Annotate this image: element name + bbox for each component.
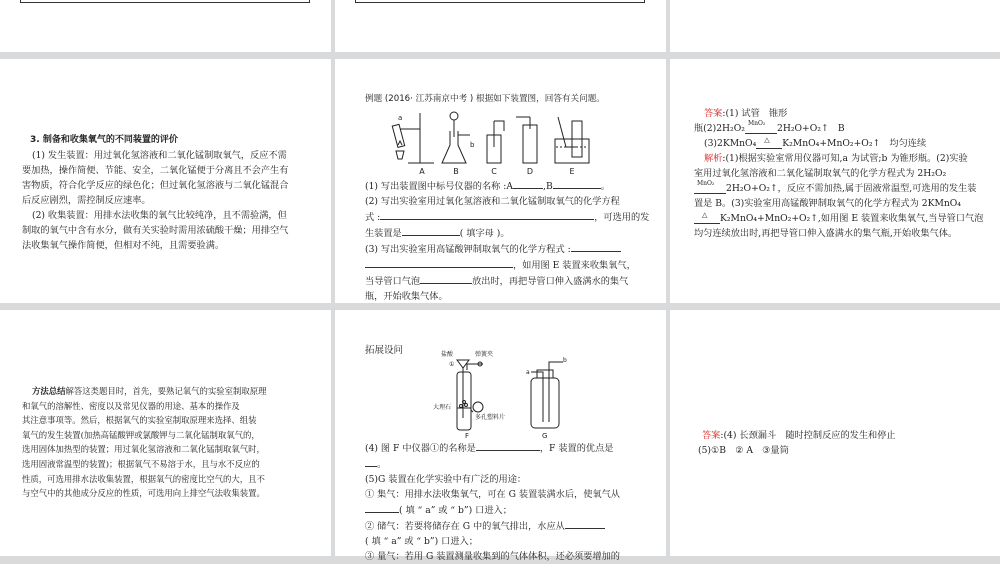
answer-block	[694, 106, 990, 241]
label-a: A	[419, 167, 425, 176]
label-instrument-1: ①	[449, 361, 455, 368]
question-1: (1) 写出装置图中标号仪器的名称 :A ,B 。	[365, 178, 657, 194]
mark-a: a	[398, 114, 403, 122]
slide-top-right[interactable]	[670, 0, 1000, 52]
blank	[365, 502, 399, 513]
text-line: 要加热，操作简便、节能、安全，二氧化锰便于分离且不会产生有	[22, 165, 289, 176]
slide-example-question[interactable]	[335, 59, 666, 303]
question-5-line-4: ② 储气：若要将储存在 G 中的氧气排出，水应从	[365, 518, 660, 534]
apparatus-c	[487, 121, 504, 163]
text-line: 制取的氧气中含有水分，做有关实验时需用浓硫酸干燥；用排空气	[22, 225, 289, 236]
explanation-line-2: 室用过氧化氢溶液和二氧化锰制取氧气的化学方程式为 2H₂O₂	[694, 168, 947, 179]
text-line: 与空气中的其他成分反应的性质，可选用向上排空气法收集装置。	[22, 488, 265, 499]
apparatus-d	[516, 117, 537, 163]
explanation-line-6: 均匀连续放出时,再把导管口伸入盛满水的集气瓶,开始收集气体。	[694, 228, 958, 239]
answer-label: 答案	[702, 430, 721, 441]
label-b: B	[453, 167, 459, 176]
label-f: F	[465, 432, 470, 440]
evaluation-paragraph	[22, 148, 322, 253]
extension-question-block	[365, 440, 660, 564]
slide-extension-questions[interactable]	[335, 310, 666, 562]
slide-answer-2[interactable]	[670, 310, 1000, 556]
apparatus-b	[442, 112, 470, 163]
question-5-line-2: ① 集气：用排水法收集氧气，可在 G 装置装满水后，使氧气从	[365, 489, 620, 500]
blank	[513, 178, 543, 189]
summary-label: 方法总结	[32, 386, 66, 396]
apparatus-figure-a-to-e	[390, 107, 610, 177]
answer-line-1: 答案:(4) 长颈漏斗 随时控制反应的发生和停止	[702, 430, 896, 441]
answer-line-2: (5)①B ② A ③量筒	[698, 445, 789, 456]
label-spring-clip: 弹簧夹	[475, 351, 494, 358]
question-5-line-1: (5)G 装置在化学实验中有广泛的用途：	[365, 474, 527, 485]
mark-b: b	[470, 141, 475, 149]
text-line: (1) 发生装置：用过氧化氢溶液和二氧化锰制取氧气，反应不需	[32, 150, 287, 161]
label-g: G	[542, 432, 548, 440]
text-line: 选用固液常温型的装置)；根据氧气不易溶于水，且与水不反应的	[22, 458, 260, 469]
question-5-line-3: ( 填 “ a” 或 “ b”) 口进入；	[365, 502, 660, 518]
blank	[565, 518, 605, 529]
label-port-a: a	[526, 369, 530, 376]
text-line: 方法总结解答这类题目时，首先，要熟记氧气的实验室制取原理	[32, 386, 267, 396]
explanation-line-1: 解析:(1)根据实验室常用仪器可知,a 为试管;b 为锥形瓶。(2)实验	[704, 153, 968, 164]
text-line: (2) 收集装置：用排水法收集的氧气比较纯净，且不需验满，但	[32, 210, 287, 221]
blank	[476, 440, 540, 451]
answer-line-1: 答案:(1) 试管 锥形	[704, 108, 788, 119]
blank	[380, 209, 594, 220]
question-3-line-4: 瓶，开始收集气体。	[365, 291, 448, 302]
label-porous-plate: 多孔塑料片	[475, 414, 506, 421]
question-3-line-2: ，如用图 E 装置来收集氧气，	[365, 257, 657, 273]
label-c: C	[491, 167, 497, 176]
blank	[553, 178, 601, 189]
blank	[420, 273, 472, 284]
extension-title: 拓展设问	[365, 345, 404, 356]
apparatus-g	[531, 362, 563, 428]
text-line: 害物质，符合化学反应的绿色化；但过氧化氢溶液与二氧化锰混合	[22, 180, 289, 191]
question-block	[365, 178, 657, 304]
blank	[365, 257, 513, 268]
blank	[402, 225, 460, 236]
question-2-line-1: (2) 写出实验室用过氧化氢溶液和二氧化锰制取氧气的化学方程	[365, 196, 620, 207]
slide-top-middle[interactable]	[335, 0, 666, 52]
text-line: 性质，可选用排水法收集装置，根据氧气的密度比空气的大，且不	[22, 473, 265, 484]
text-line: 其注意事项等。然后，根据氧气的实验室制取原理来选择、组装	[22, 415, 257, 426]
label-d: D	[526, 167, 534, 176]
text-line: 选用固体加热型的装置；用过氧化氢溶液和二氧化锰制取氧气时，	[22, 444, 265, 455]
question-3-line-3: 当导管口气泡 放出时，再把导管口伸入盛满水的集气	[365, 273, 657, 289]
question-2-line-2: 式 : ，可选用的发	[365, 209, 657, 225]
label-e: E	[569, 167, 575, 176]
question-5-line-6: ③ 量气：若用 G 装置测量收集到的气体体积，还必须要增加的	[365, 551, 620, 562]
slide-method-summary[interactable]	[0, 310, 331, 556]
apparatus-e	[555, 117, 589, 163]
arrow-with-heat: △	[756, 138, 782, 149]
summary-paragraph	[22, 384, 324, 501]
text-line: 后反应剧烈，需控制反应速率。	[22, 195, 151, 206]
question-3-line-1: (3) 写出实验室用高锰酸钾制取氧气的化学方程式 :	[365, 241, 657, 257]
apparatus-figure-f-g	[435, 348, 635, 440]
explanation-line-5: △ K₂MnO₄+MnO₂+O₂↑,如用图 E 装置来收集氧气,当导管口气泡	[694, 211, 990, 226]
arrow-with-heat: △	[694, 213, 720, 224]
slide-top-left[interactable]	[0, 0, 331, 52]
question-2-line-3: 生装置是 ( 填字母 )。	[365, 225, 657, 241]
slide-evaluation[interactable]	[0, 59, 331, 303]
question-5-line-5: ( 填 “ a” 或 “ b”) 口进入；	[365, 536, 478, 547]
answer-line-3: (3)2KMnO₄ △ K₂MnO₄+MnO₂+O₂↑ 均匀连续	[704, 136, 927, 149]
slide-answer-1[interactable]	[670, 59, 1000, 303]
question-4-line-1: (4) 图 F 中仪器①的名称是 ，F 装置的优点是	[365, 440, 660, 456]
text-line: 法收集氧气操作简便，但相对不纯，且需要验满。	[22, 240, 225, 251]
label-hydrochloric-acid: 盐酸	[441, 351, 454, 358]
section-heading: 3. 制备和收集氧气的不同装置的评价	[30, 135, 178, 145]
answer-label: 答案	[704, 108, 723, 119]
answer-line-2: 瓶(2)2H₂O₂ MnO₂ 2H₂O+O₂↑ B	[694, 120, 845, 134]
answer-block-2	[698, 428, 990, 458]
label-port-b: b	[563, 357, 567, 364]
blank	[571, 241, 621, 252]
blank	[365, 456, 377, 467]
label-marble: 大理石	[433, 404, 452, 411]
example-title: 例题 (2016· 江苏南京中考 ) 根据如下装置图，回答有关问题。	[365, 94, 605, 104]
image-frame-bottom-edge	[20, 0, 310, 3]
explanation-line-4: 置是 B。(3)实验室用高锰酸钾制取氧气的化学方程式为 2KMnO₄	[694, 198, 961, 209]
text-line: 氧气的发生装置(加热高锰酸钾或氯酸钾与二氧化锰制取氧气的，	[22, 429, 260, 440]
explanation-label: 解析	[704, 153, 723, 164]
explanation-line-3: MnO₂ 2H₂O+O₂↑，反应不需加热,属于固液常温型,可选用的发生装	[694, 181, 990, 196]
arrow-with-catalyst: MnO₂	[694, 183, 726, 194]
question-4-line-2: 。	[365, 456, 660, 472]
arrow-with-catalyst: MnO₂	[745, 123, 777, 134]
text-line: 和氧气的溶解性、密度以及常见仪器的用途、基本的操作及	[22, 400, 240, 411]
image-frame-bottom-edge	[355, 0, 645, 3]
